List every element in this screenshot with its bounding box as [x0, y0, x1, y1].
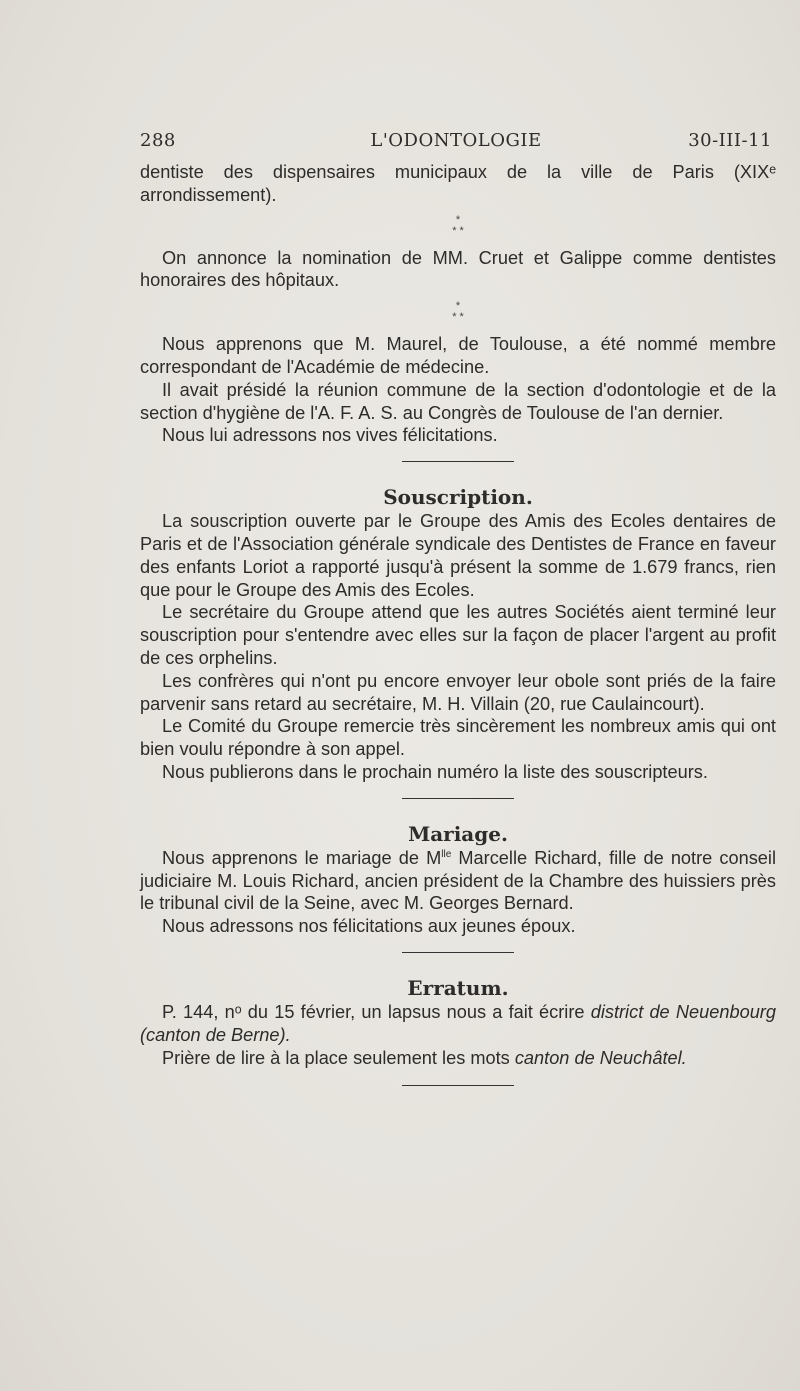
paragraph: Nous apprenons que M. Maurel, de Toulouse, a été nommé membre correspondant de l'Académie de médecine. — [140, 334, 776, 377]
paragraph: Nous publierons dans le prochain numéro la liste des souscripteurs. — [162, 761, 708, 782]
paragraph: Nous adressons nos félicitations aux jeunes époux. — [162, 916, 576, 937]
paragraph: Le Comité du Groupe remercie très sincèrement les nombreux amis qui ont bien voulu répondre à son appel. — [140, 716, 776, 760]
section-heading: Erratum. — [407, 975, 509, 1000]
section-divider — [402, 1085, 514, 1086]
section-divider — [402, 461, 514, 462]
paragraph: Nous apprenons le mariage de $M^{lle}$ Marcelle Richard, fille de notre conseil judiciaire M. Louis Richard, ancien président de la Chambre des huissiers près le tribunal civil de la Seine, avec M. Georges Bernard. — [140, 847, 776, 914]
paragraph: Prière de lire à la place seulement les mots canton de Neuchâtel. — [162, 1047, 687, 1068]
paragraph: dentiste des dispensaires municipaux de la ville de Paris (XIXᵉ arrondissement). — [140, 162, 776, 205]
paragraph: La souscription ouverte par le Groupe des Amis des Ecoles dentaires de Paris et de l'Association générale syndicale des Dentistes de France en faveur des enfants Loriot a rapporté jusqu'à présent la somme de 1.679 francs, rien que pour le Groupe des Amis des Ecoles. — [140, 511, 776, 600]
section-heading: Souscription. — [383, 485, 533, 510]
paragraph: P. 144, nᵒ du 15 février, un lapsus nous a fait écrire district de Neuenbourg (canton de Berne). — [140, 1001, 776, 1045]
asterism-ornament: * * * — [452, 213, 464, 237]
running-header — [140, 130, 772, 156]
asterism-ornament: * * * — [452, 300, 464, 324]
paragraph: Le secrétaire du Groupe attend que les autres Sociétés aient terminé leur souscription pour s'entendre avec elles sur la façon de placer l'argent au profit de ces orphelins. — [140, 602, 776, 668]
paragraph: Les confrères qui n'ont pu encore envoyer leur obole sont priés de la faire parvenir sans retard au secrétaire, M. H. Villain (20, rue Caulaincourt). — [140, 670, 776, 714]
paragraph: Il avait présidé la réunion commune de la section d'odontologie et de la section d'hygiène de l'A. F. A. S. au Congrès de Toulouse de l'an dernier. — [140, 379, 776, 423]
article-body — [140, 161, 776, 1086]
section-divider — [402, 798, 514, 799]
section-heading: Mariage. — [408, 821, 508, 846]
section-divider — [402, 952, 514, 953]
paragraph: On annonce la nomination de MM. Cruet et Galippe comme dentistes honoraires des hôpitaux. — [140, 247, 776, 291]
running-title: L'ODONTOLOGIE — [370, 130, 542, 151]
page-number: 288 — [140, 130, 176, 151]
issue-date: 30-III-11 — [688, 130, 772, 151]
paragraph: Nous lui adressons nos vives félicitations. — [162, 425, 498, 446]
